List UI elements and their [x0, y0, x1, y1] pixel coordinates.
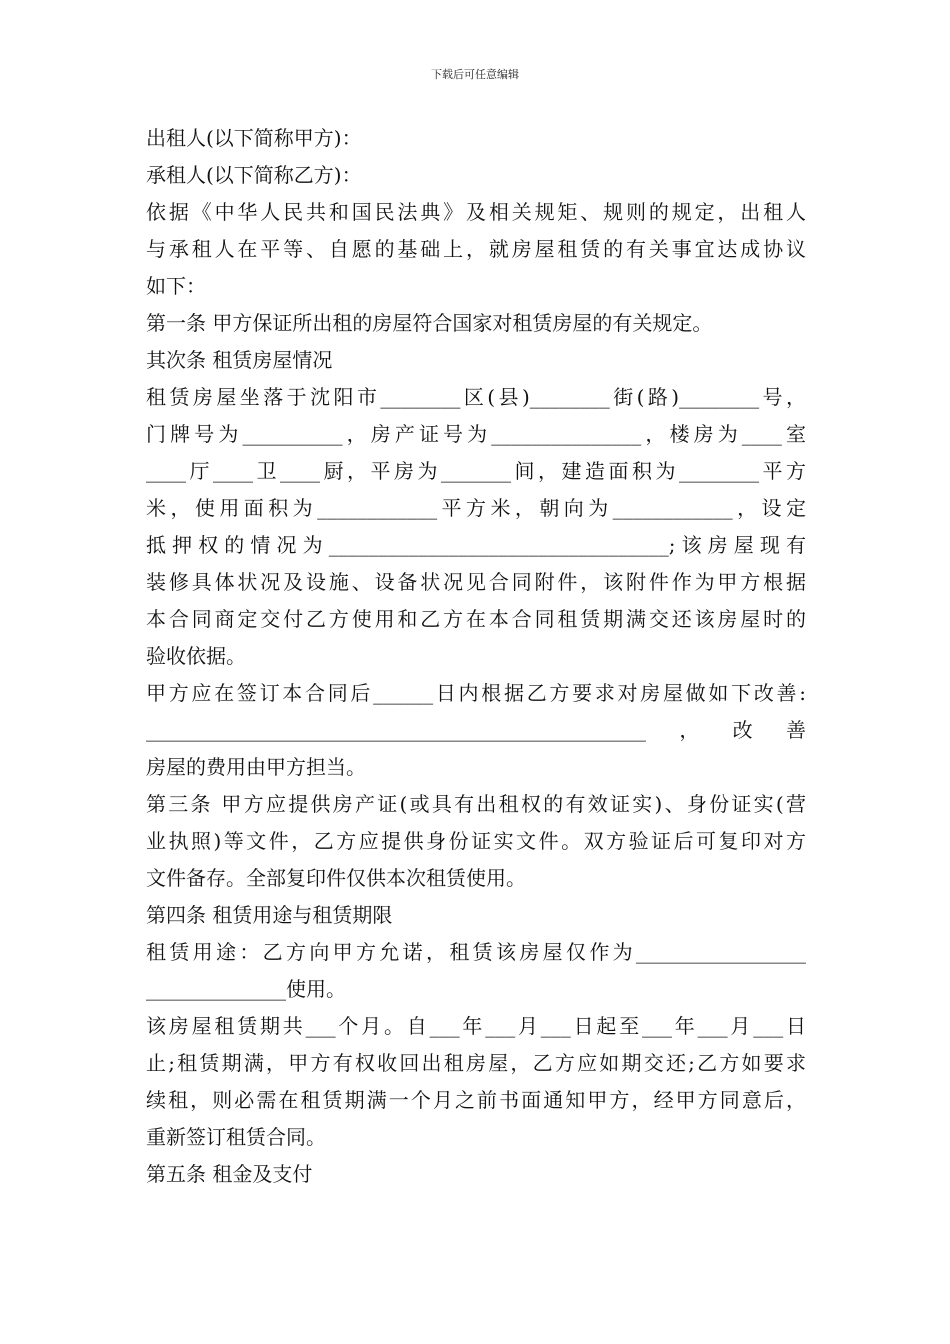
paragraph-line: 本合同商定交付乙方使用和乙方在本合同租赁期满交还该房屋时的: [146, 607, 806, 631]
paragraph-line: 续租，则必需在租赁期满一个月之前书面通知甲方，经甲方同意后，: [146, 1088, 806, 1112]
paragraph-line: 第五条 租金及支付: [146, 1162, 313, 1186]
paragraph-line: 该房屋租赁期共___个月。自___年___月___日起至___年___月___日: [146, 1014, 806, 1038]
paragraph-line: 止;租赁期满，甲方有权收回出租房屋，乙方应如期交还;乙方如要求: [146, 1051, 806, 1075]
paragraph-line: __________________________________________________，改善: [146, 718, 806, 742]
paragraph-line: 租赁房屋坐落于沈阳市________区(县)________街(路)________号，: [146, 385, 806, 409]
paragraph-line: 租赁用途：乙方向甲方允诺，租赁该房屋仅作为_________________: [146, 940, 806, 964]
paragraph-line: 承租人(以下简称乙方)：: [146, 163, 362, 187]
paragraph-line: 第四条 租赁用途与租赁期限: [146, 903, 393, 927]
paragraph-line: 甲方应在签订本合同后______日内根据乙方要求对房屋做如下改善:: [146, 681, 806, 705]
paragraph-line: 装修具体状况及设施、设备状况见合同附件，该附件作为甲方根据: [146, 570, 806, 594]
paragraph-line: 重新签订租赁合同。: [146, 1125, 326, 1149]
paragraph-line: ______________使用。: [146, 977, 346, 1001]
paragraph-line: 抵押权的情况为__________________________________;该房屋现有: [146, 533, 806, 557]
paragraph-line: 如下：: [146, 274, 206, 298]
paragraph-line: 文件备存。全部复印件仅供本次租赁使用。: [146, 866, 526, 890]
paragraph-line: 门牌号为__________，房产证号为_______________，楼房为____室: [146, 422, 806, 446]
paragraph-line: 米，使用面积为____________平方米，朝向为____________，设定: [146, 496, 806, 520]
paragraph-line: ____厅____卫____厨，平房为_______间，建造面积为________平方: [146, 459, 806, 483]
paragraph-line: 依据《中华人民共和国民法典》及相关规矩、规则的规定，出租人: [146, 200, 806, 224]
paragraph-line: 出租人(以下简称甲方)：: [146, 126, 362, 150]
paragraph-line: 业执照)等文件，乙方应提供身份证实文件。双方验证后可复印对方: [146, 829, 806, 853]
paragraph-line: 验收依据。: [146, 644, 246, 668]
paragraph-line: 第一条 甲方保证所出租的房屋符合国家对租赁房屋的有关规定。: [146, 311, 713, 335]
paragraph-line: 其次条 租赁房屋情况: [146, 348, 333, 372]
page-header: 下载后可任意编辑: [431, 68, 519, 81]
document-body: [146, 120, 806, 1193]
paragraph-line: 房屋的费用由甲方担当。: [146, 755, 366, 779]
paragraph-line: 与承租人在平等、自愿的基础上，就房屋租赁的有关事宜达成协议: [146, 237, 806, 261]
paragraph-line: 第三条 甲方应提供房产证(或具有出租权的有效证实)、身份证实(营: [146, 792, 806, 816]
